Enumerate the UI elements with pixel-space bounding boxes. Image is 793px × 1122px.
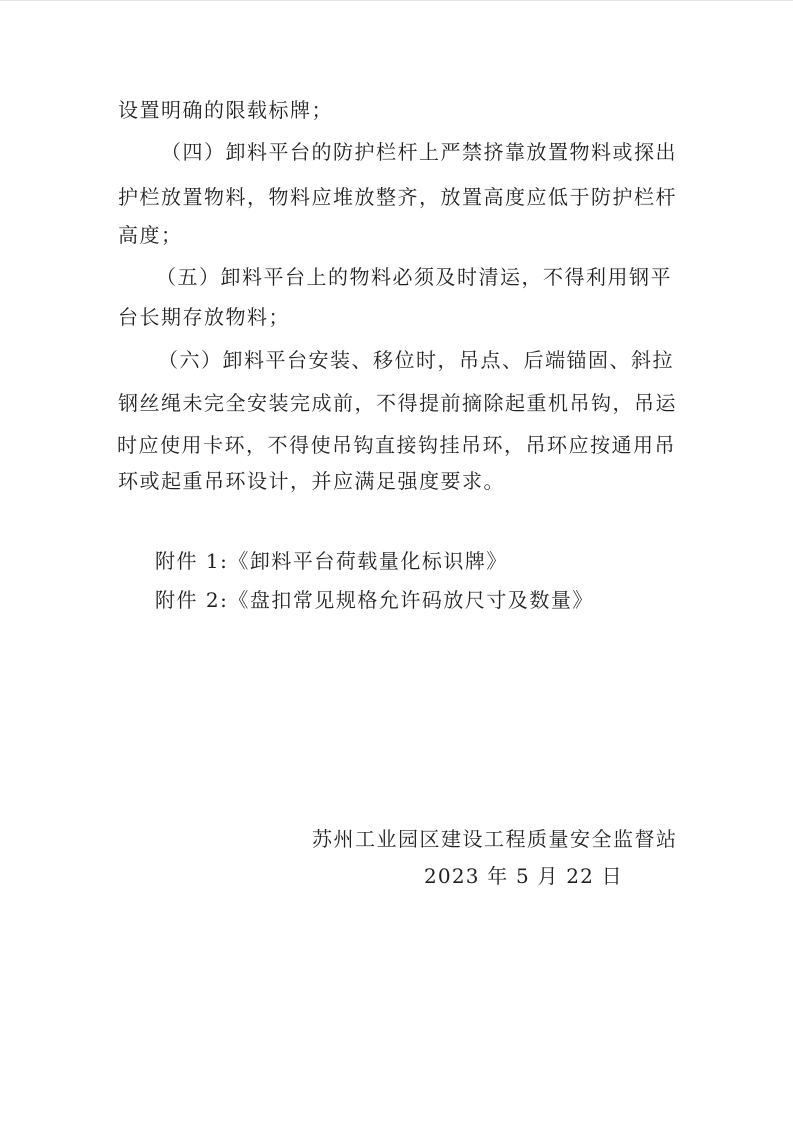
body-text-line: 环或起重吊环设计，并应满足强度要求。	[118, 469, 505, 493]
body-text-line: （六）卸料平台安装、移位时，吊点、后端锚固、斜拉	[158, 348, 674, 372]
body-text-line: 时应使用卡环，不得使吊钩直接钩挂吊环，吊环应按通用吊	[117, 433, 676, 457]
signature-date: 2023 年 5 月 22 日	[424, 864, 623, 888]
body-text-line: 钢丝绳未完全安装完成前，不得提前摘除起重机吊钩，吊运	[118, 391, 677, 415]
body-text-line: （五）卸料平台上的物料必须及时清运，不得利用钢平	[156, 265, 672, 289]
body-text-line: 高度；	[118, 223, 183, 247]
body-text-line: 台长期存放物料；	[118, 305, 290, 329]
body-text-line: 设置明确的限载标牌；	[118, 98, 333, 122]
attachment-reference-1: 附件 1:《卸料平台荷载量化标识牌》	[155, 549, 508, 573]
signature-organization: 苏州工业园区建设工程质量安全监督站	[312, 827, 678, 851]
attachment-reference-2: 附件 2:《盘扣常见规格允许码放尺寸及数量》	[155, 588, 594, 612]
body-text-line: （四）卸料平台的防护栏杆上严禁挤靠放置物料或探出	[161, 140, 677, 164]
body-text-line: 护栏放置物料，物料应堆放整齐，放置高度应低于防护栏杆	[118, 185, 677, 209]
